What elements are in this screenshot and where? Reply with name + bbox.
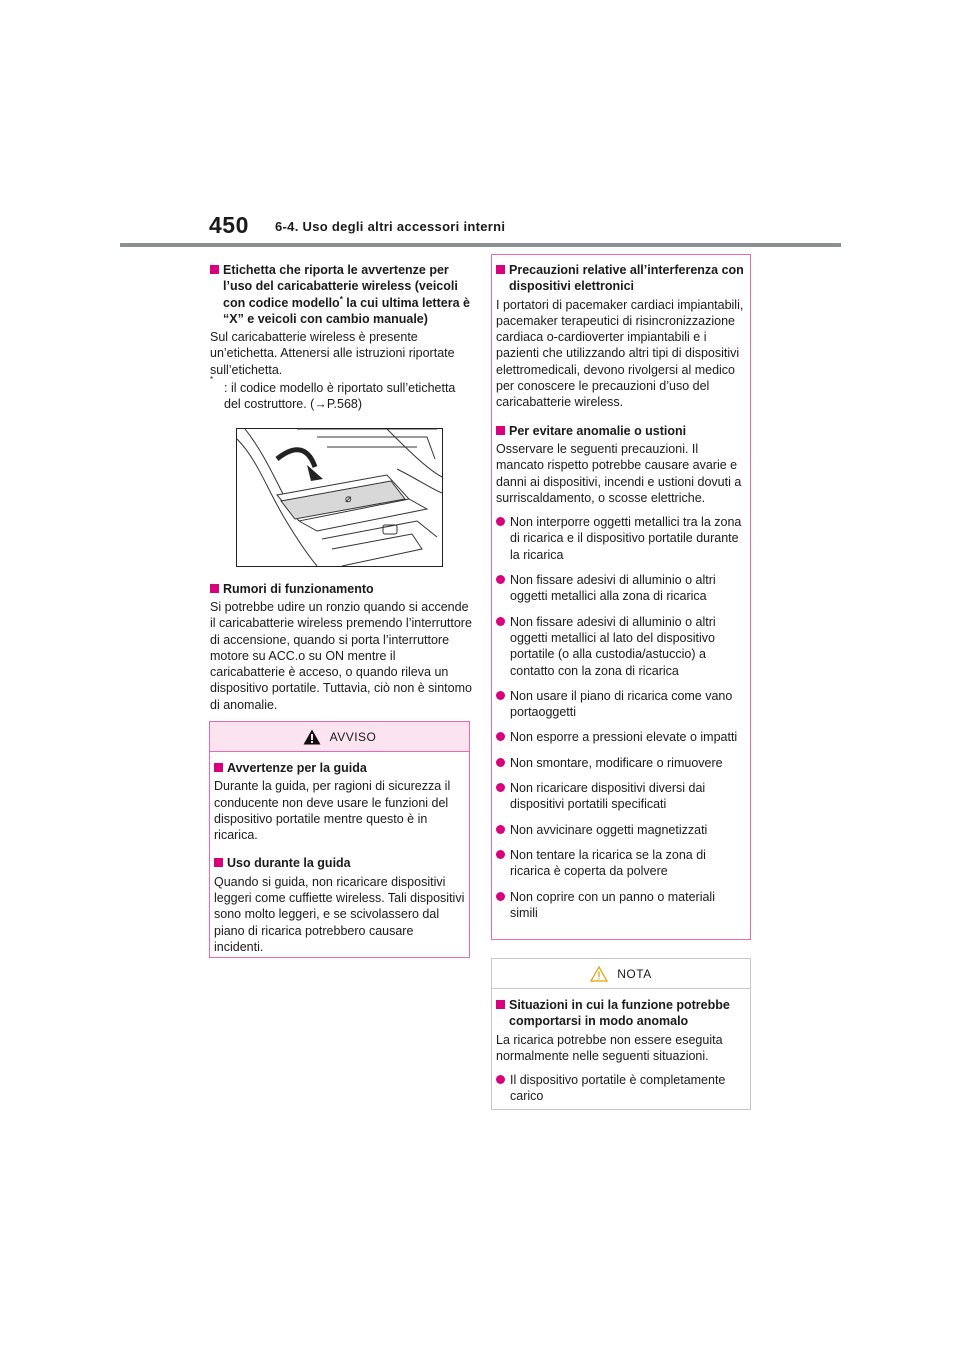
footnote-text: : il codice modello è riportato sull’etichetta del costruttore. (→P.568) <box>224 381 456 412</box>
burns-heading: Per evitare anomalie o ustioni <box>496 423 746 439</box>
section-title: 6-4. Uso degli altri accessori interni <box>275 219 506 234</box>
burns-body: Osservare le seguenti precauzioni. Il mancato rispetto potrebbe causare avarie e danni ai dispositivi, incendi e ustioni dovuti a surriscaldamento, o scosse elettriche. <box>496 441 742 505</box>
list-item: Non interporre oggetti metallici tra la zona di ricarica e il dispositivo portatile durante la ricarica <box>496 514 746 563</box>
warning-item-body: Quando si guida, non ricaricare dispositivi leggeri come cuffiette wireless. Tali dispositivi sono molto leggeri, e se scivolassero dal piano di ricarica potrebbero causare incidenti. <box>214 874 465 954</box>
list-item: Non smontare, modificare o rimuovere <box>496 755 746 771</box>
wireless-charger-illustration <box>236 428 443 567</box>
footnote-mark: * <box>210 375 214 385</box>
page-number: 450 <box>209 212 249 238</box>
svg-text:⌀: ⌀ <box>345 491 352 505</box>
list-item: Non ricaricare dispositivi diversi dai dispositivi portatili specificati <box>496 780 746 813</box>
warning-title: AVVISO <box>329 729 377 744</box>
list-item: Non avvicinare oggetti magnetizzati <box>496 822 746 838</box>
warning-triangle-icon <box>303 729 321 745</box>
label-heading <box>210 262 472 327</box>
warning-item-heading: Avvertenze per la guida <box>214 760 465 776</box>
noise-heading: Rumori di funzionamento <box>210 581 472 597</box>
list-item: Il dispositivo portatile è completamente carico <box>496 1072 746 1105</box>
nota-box <box>491 958 751 1110</box>
list-item: Non fissare adesivi di alluminio o altri oggetti metallici al lato del dispositivo portatile (o alla custodia/astuccio) a contatto con la zona di ricarica <box>496 614 746 679</box>
footnote <box>210 375 472 413</box>
left-column <box>210 262 472 725</box>
label-body: Sul caricabatterie wireless è presente un’etichetta. Attenersi alle istruzioni riportate sull’etichetta. <box>210 330 455 377</box>
nota-heading: Situazioni in cui la funzione potrebbe comportarsi in modo anomalo <box>496 997 746 1030</box>
list-item: Non coprire con un panno o materiali simili <box>496 889 746 922</box>
label-heading-sup: * <box>339 294 343 304</box>
list-item: Non tentare la ricarica se la zona di ricarica è coperta da polvere <box>496 847 746 880</box>
charger-drawing <box>237 429 442 566</box>
warning-item-heading: Uso durante la guida <box>214 855 465 871</box>
warning-content <box>210 752 469 955</box>
header-rule <box>120 243 841 247</box>
list-item: Non esporre a pressioni elevate o impatti <box>496 729 746 745</box>
warning-item-body: Durante la guida, per ragioni di sicurezza il conducente non deve usare le funzioni del dispositivo portatile mentre questo è in ricarica. <box>214 779 451 843</box>
interference-heading: Precauzioni relative all’interferenza con dispositivi elettronici <box>496 262 746 295</box>
noise-body: Si potrebbe udire un ronzio quando si accende il caricabatterie wireless premendo l’interruttore di accensione, quando si porta l’interruttore motore su ACC.o su ON mentre il caricabatterie è acceso, o quando rileva un dispositivo portatile. Tuttavia, ciò non è sintomo di anomalie. <box>210 599 472 712</box>
list-item: Non usare il piano di ricarica come vano portaoggetti <box>496 688 746 721</box>
nota-content <box>492 989 750 1105</box>
list-item: Non fissare adesivi di alluminio o altri oggetti metallici alla zona di ricarica <box>496 572 746 605</box>
label-heading-tail: la cui ultima lettera è “X” e veicoli con cambio manuale) <box>223 295 470 326</box>
warning-header <box>210 722 469 752</box>
precautions-content <box>492 255 750 921</box>
nota-header <box>492 959 750 989</box>
caution-outline-icon <box>590 966 608 982</box>
interference-body: I portatori di pacemaker cardiaci impiantabili, pacemaker terapeutici di risincronizzazione cardiaca o-cardioverter impiantabili e i pazienti che utilizzando altri tipi di dispositivi elettromedicali, devono rivolgersi al medico per conoscere le precauzioni d’uso del caricabatterie wireless. <box>496 297 744 410</box>
warning-box <box>209 721 470 958</box>
nota-body: La ricarica potrebbe non essere eseguita normalmente nelle seguenti situazioni. <box>496 1032 723 1063</box>
label-heading-text: Etichetta che riporta le avvertenze per l’uso del caricabatterie wireless (veicoli con codice modello <box>223 263 458 310</box>
precautions-box <box>491 254 751 940</box>
nota-title: NOTA <box>617 966 652 981</box>
